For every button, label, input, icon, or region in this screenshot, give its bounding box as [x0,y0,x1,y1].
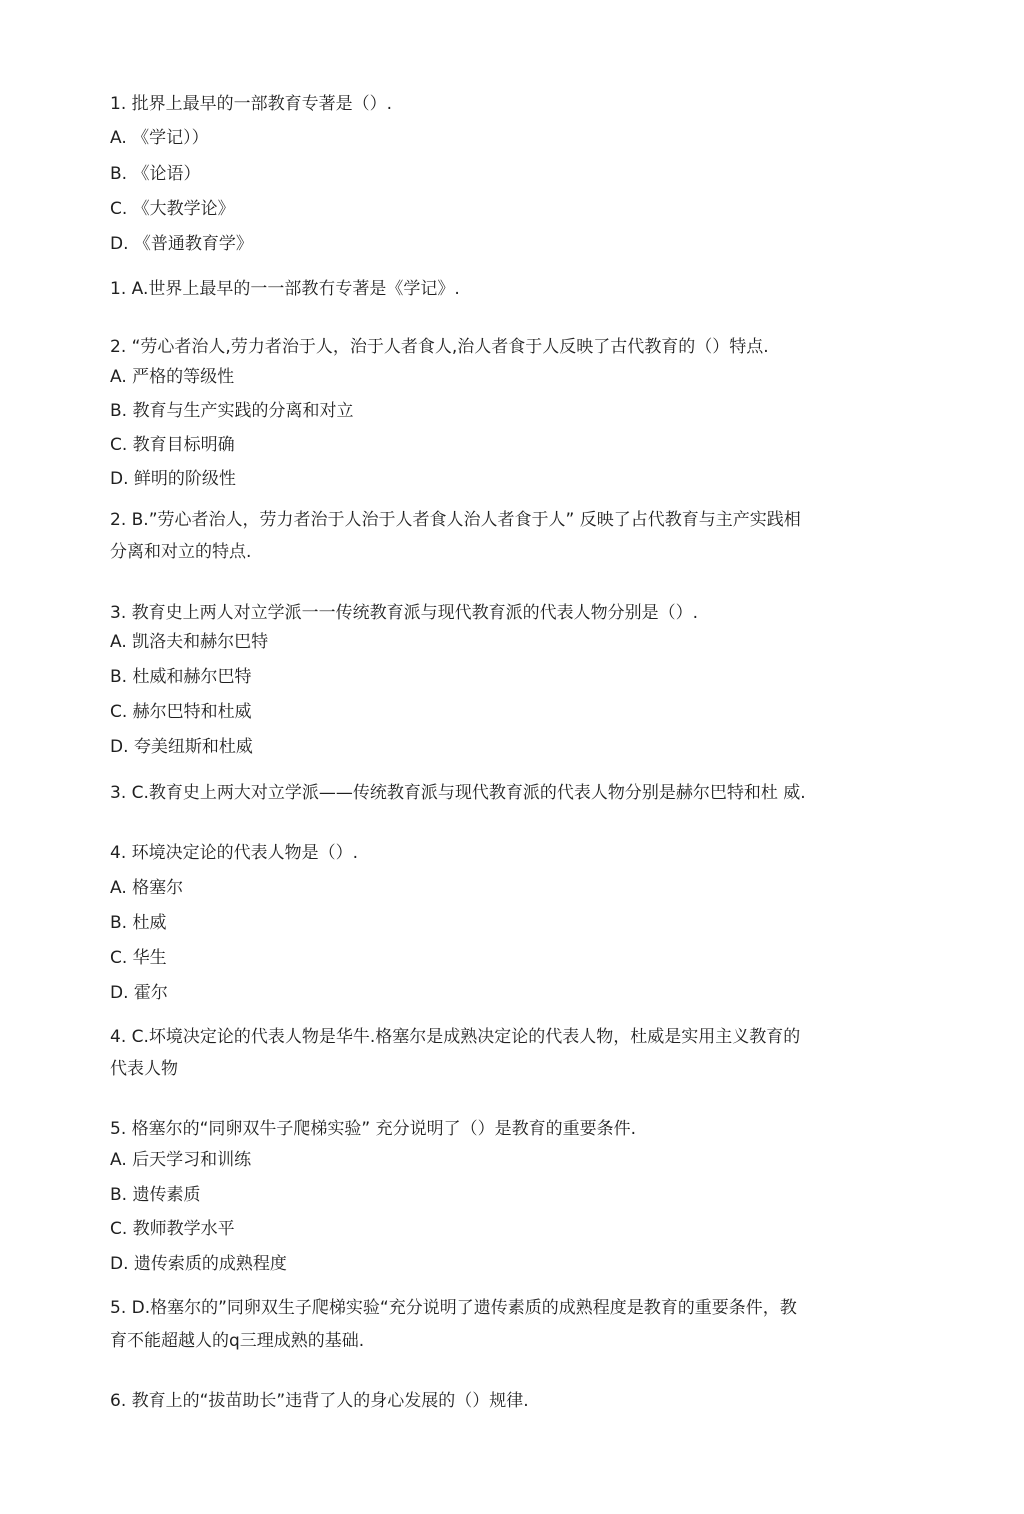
question-1-text: 1. 批界上最早的一部教育专著是（）. [110,94,393,114]
question-1-option-d: D. 《普通教育学》 [110,234,253,254]
question-3-option-b: B. 杜威和赫尔巴特 [110,667,252,687]
question-5-text: 5. 格塞尔的“同卵双牛子爬梯实验” 充分说明了（）是教育的重要条件. [110,1119,637,1139]
question-3-text: 3. 教育史上两人对立学派一一传统教育派与现代教育派的代表人物分别是（）. [110,603,699,623]
answer-4-line-2: 代表人物 [110,1059,178,1079]
question-2-option-a: A. 严格的等级性 [110,367,235,387]
question-4-option-b: B. 杜威 [110,913,167,933]
question-2-option-c: C. 教育目标明确 [110,435,235,455]
answer-2-line-1: 2. B.”劳心者治人，劳力者治于人治于人者食人治人者食于人” 反映了占代教育与主产实践相 [110,510,801,530]
question-4-option-a: A. 格塞尔 [110,878,184,898]
question-6-text: 6. 教育上的“拔苗助长”违背了人的身心发展的（）规律. [110,1391,529,1411]
question-1-option-a: A. 《学记）） [110,128,209,148]
answer-4-line-1: 4. C.坏境决定论的代表人物是华牛.格塞尔是成熟决定论的代表人物，杜威是实用主义教育的 [110,1027,801,1047]
question-2-option-b: B. 教育与生产实践的分离和对立 [110,401,354,421]
question-5-option-b: B. 遗传素质 [110,1185,201,1205]
question-5-option-c: C. 教师教学水平 [110,1219,235,1239]
question-5-option-a: A. 后天学习和训练 [110,1150,252,1170]
question-1-option-c: C. 《大教学论》 [110,199,235,219]
question-4-option-d: D. 霍尔 [110,983,168,1003]
question-2-text: 2. “劳心者治人,劳力者治于人，治于人者食人,治人者食于人反映了古代教育的（）特点. [110,337,769,357]
answer-3-line-1: 3. C.教育史上两大对立学派——传统教育派与现代教育派的代表人物分别是赫尔巴特和杜 威. [110,783,806,803]
question-4-text: 4. 环境决定论的代表人物是（）. [110,843,359,863]
answer-5-line-2: 育不能超越人的q三理成熟的基础. [110,1331,365,1351]
question-3-option-d: D. 夸美纽斯和杜威 [110,737,253,757]
answer-2-line-2: 分离和对立的特点. [110,542,252,562]
question-3-option-c: C. 赫尔巴特和杜威 [110,702,252,722]
question-3-option-a: A. 凯洛夫和赫尔巴特 [110,632,269,652]
answer-5-line-1: 5. D.格塞尔的”同卵双生子爬梯实验“充分说明了遗传素质的成熟程度是教育的重要条件，教 [110,1298,797,1318]
question-4-option-c: C. 华生 [110,948,167,968]
question-1-option-b: B. 《论语） [110,164,201,184]
question-5-option-d: D. 遗传索质的成熟程度 [110,1254,287,1274]
question-2-option-d: D. 鲜明的阶级性 [110,469,236,489]
answer-1-line-1: 1. A.世界上最早的一一部教冇专著是《学记》. [110,279,460,299]
